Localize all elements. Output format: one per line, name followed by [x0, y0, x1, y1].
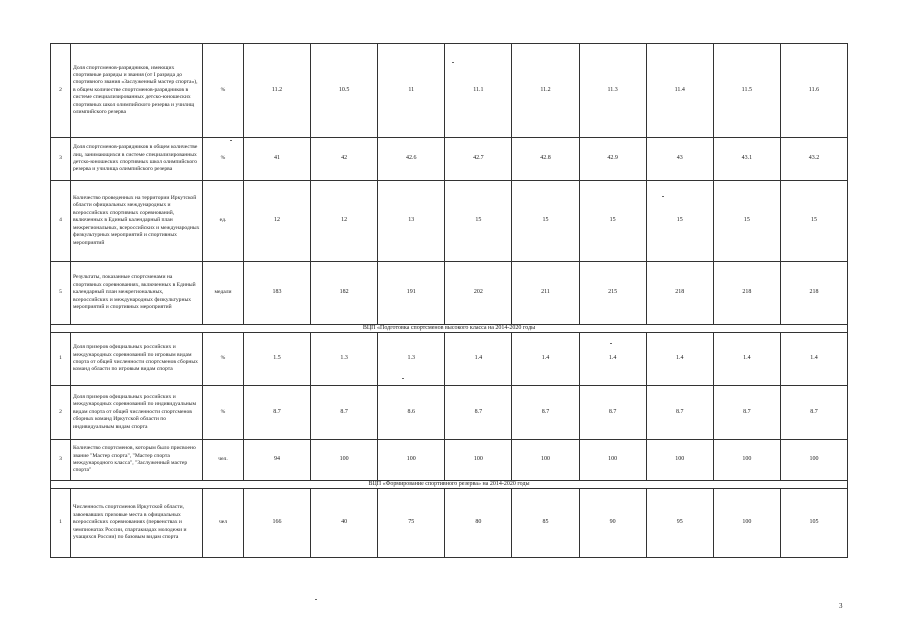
value-cell: 15 [780, 181, 847, 262]
unit-cell: медали [203, 262, 244, 325]
section-title: ВЦП «Подготовка спортсменов высокого класса на 2014-2020 годы [51, 325, 848, 333]
value-cell: 218 [780, 262, 847, 325]
value-cell: 218 [646, 262, 713, 325]
scan-speck [662, 196, 664, 197]
value-cell: 11.2 [244, 44, 311, 138]
value-cell: 40 [311, 489, 378, 558]
value-cell: 1.4 [512, 333, 579, 386]
unit-cell: ед. [203, 181, 244, 262]
scan-speck [402, 378, 404, 379]
row-number-cell: 2 [51, 386, 71, 440]
value-cell: 42.6 [378, 138, 445, 181]
indicator-name-cell: Результаты, показанные спортсменами на спортивных соревнованиях, включенных в Единый календарный план межрегиональных, всероссийских и международных физкультурных мероприятий и спортивных мероприятий [71, 262, 203, 325]
value-cell: 15 [713, 181, 780, 262]
value-cell: 11.2 [512, 44, 579, 138]
table-row [51, 489, 848, 558]
value-cell: 218 [713, 262, 780, 325]
indicator-name-cell: Численность спортсменов Иркутской области, завоевавших призовые места в официальных всероссийских соревнованиях (первенствах и чемпионатах России, спартакиадах молодежи и учащихся России) по базовым видам спорта [71, 489, 203, 558]
unit-cell: % [203, 44, 244, 138]
value-cell: 8.7 [512, 386, 579, 440]
unit-cell: чел [203, 489, 244, 558]
value-cell: 8.6 [378, 386, 445, 440]
scan-speck [230, 140, 232, 141]
value-cell: 100 [713, 489, 780, 558]
value-cell: 215 [579, 262, 646, 325]
value-cell: 1.3 [378, 333, 445, 386]
indicator-table-body [51, 44, 848, 558]
value-cell: 15 [445, 181, 512, 262]
indicator-name-cell: Доля призеров официальных российских и международных соревнований по игровым видам спорта от общей численности спортсменов сборных команд области по игровым видам спорта [71, 333, 203, 386]
value-cell: 11.1 [445, 44, 512, 138]
value-cell: 42 [311, 138, 378, 181]
value-cell: 166 [244, 489, 311, 558]
table-row [51, 440, 848, 481]
row-number-cell: 3 [51, 440, 71, 481]
value-cell: 43.2 [780, 138, 847, 181]
value-cell: 8.7 [445, 386, 512, 440]
row-number-cell: 1 [51, 489, 71, 558]
value-cell: 11 [378, 44, 445, 138]
row-number-cell: 1 [51, 333, 71, 386]
value-cell: 42.9 [579, 138, 646, 181]
value-cell: 10.5 [311, 44, 378, 138]
table-row [51, 262, 848, 325]
scan-speck [610, 343, 612, 344]
value-cell: 8.7 [646, 386, 713, 440]
scan-speck [315, 599, 317, 600]
value-cell: 1.5 [244, 333, 311, 386]
indicator-name-cell: Количество проведенных на территории Иркутской области официальных международных и всероссийских спортивных соревнований, включенных в Единый календарный план межрегиональных, всероссийских и международных физкультурных мероприятий и спортивных мероприятий [71, 181, 203, 262]
value-cell: 13 [378, 181, 445, 262]
value-cell: 182 [311, 262, 378, 325]
value-cell: 1.4 [445, 333, 512, 386]
value-cell: 1.4 [713, 333, 780, 386]
row-number-cell: 2 [51, 44, 71, 138]
value-cell: 15 [646, 181, 713, 262]
indicator-name-cell: Доля призеров официальных российских и международных соревнований по индивидуальным видам спорта от общей численности спортсменов сборных команд Иркутской области по индивидуальным видам спорта [71, 386, 203, 440]
table-row [51, 386, 848, 440]
table-row [51, 138, 848, 181]
section-header-row [51, 481, 848, 489]
value-cell: 43.1 [713, 138, 780, 181]
value-cell: 1.4 [579, 333, 646, 386]
unit-cell: % [203, 386, 244, 440]
value-cell: 1.3 [311, 333, 378, 386]
value-cell: 80 [445, 489, 512, 558]
value-cell: 11.5 [713, 44, 780, 138]
value-cell: 94 [244, 440, 311, 481]
value-cell: 11.6 [780, 44, 847, 138]
page-number: 3 [839, 602, 843, 610]
value-cell: 1.4 [780, 333, 847, 386]
row-number-cell: 4 [51, 181, 71, 262]
value-cell: 100 [713, 440, 780, 481]
section-title: ВЦП «Формирование спортивного резерва» на 2014-2020 годы [51, 481, 848, 489]
value-cell: 1.4 [646, 333, 713, 386]
value-cell: 8.7 [780, 386, 847, 440]
indicator-table [50, 43, 848, 558]
unit-cell: чел. [203, 440, 244, 481]
value-cell: 100 [311, 440, 378, 481]
value-cell: 75 [378, 489, 445, 558]
value-cell: 95 [646, 489, 713, 558]
value-cell: 8.7 [244, 386, 311, 440]
value-cell: 42.7 [445, 138, 512, 181]
value-cell: 90 [579, 489, 646, 558]
table-row [51, 181, 848, 262]
indicator-name-cell: Доля спортсменов-разрядников в общем количестве лиц, занимающихся в системе специализированных детско-юношеских спортивных школ олимпийского резерва и училища олимпийского резерва [71, 138, 203, 181]
row-number-cell: 3 [51, 138, 71, 181]
value-cell: 202 [445, 262, 512, 325]
value-cell: 15 [579, 181, 646, 262]
unit-cell: % [203, 138, 244, 181]
value-cell: 43 [646, 138, 713, 181]
value-cell: 100 [646, 440, 713, 481]
value-cell: 105 [780, 489, 847, 558]
value-cell: 85 [512, 489, 579, 558]
value-cell: 100 [445, 440, 512, 481]
value-cell: 11.3 [579, 44, 646, 138]
value-cell: 211 [512, 262, 579, 325]
value-cell: 15 [512, 181, 579, 262]
unit-cell: % [203, 333, 244, 386]
value-cell: 12 [244, 181, 311, 262]
indicator-name-cell: Доля спортсменов-разрядников, имеющих спортивные разряды и звания (от I разряда до спортивного звания «Заслуженный мастер спорта»), в общем количестве спортсменов-разрядников в системе специализированных детско-юношеских спортивных школ олимпийского резерва и училищ олимпийского резерва [71, 44, 203, 138]
value-cell: 191 [378, 262, 445, 325]
value-cell: 100 [579, 440, 646, 481]
value-cell: 183 [244, 262, 311, 325]
scan-speck [452, 62, 454, 63]
value-cell: 8.7 [579, 386, 646, 440]
value-cell: 42.8 [512, 138, 579, 181]
indicator-name-cell: Количество спортсменов, которым было присвоено звание "Мастер спорта", "Мастер спорта международного класса", "Заслуженный мастер спорта" [71, 440, 203, 481]
table-row [51, 333, 848, 386]
value-cell: 8.7 [311, 386, 378, 440]
value-cell: 100 [780, 440, 847, 481]
row-number-cell: 5 [51, 262, 71, 325]
value-cell: 11.4 [646, 44, 713, 138]
value-cell: 8.7 [713, 386, 780, 440]
value-cell: 41 [244, 138, 311, 181]
indicator-table-sheet [50, 43, 848, 558]
value-cell: 12 [311, 181, 378, 262]
table-row [51, 44, 848, 138]
section-header-row [51, 325, 848, 333]
value-cell: 100 [378, 440, 445, 481]
value-cell: 100 [512, 440, 579, 481]
